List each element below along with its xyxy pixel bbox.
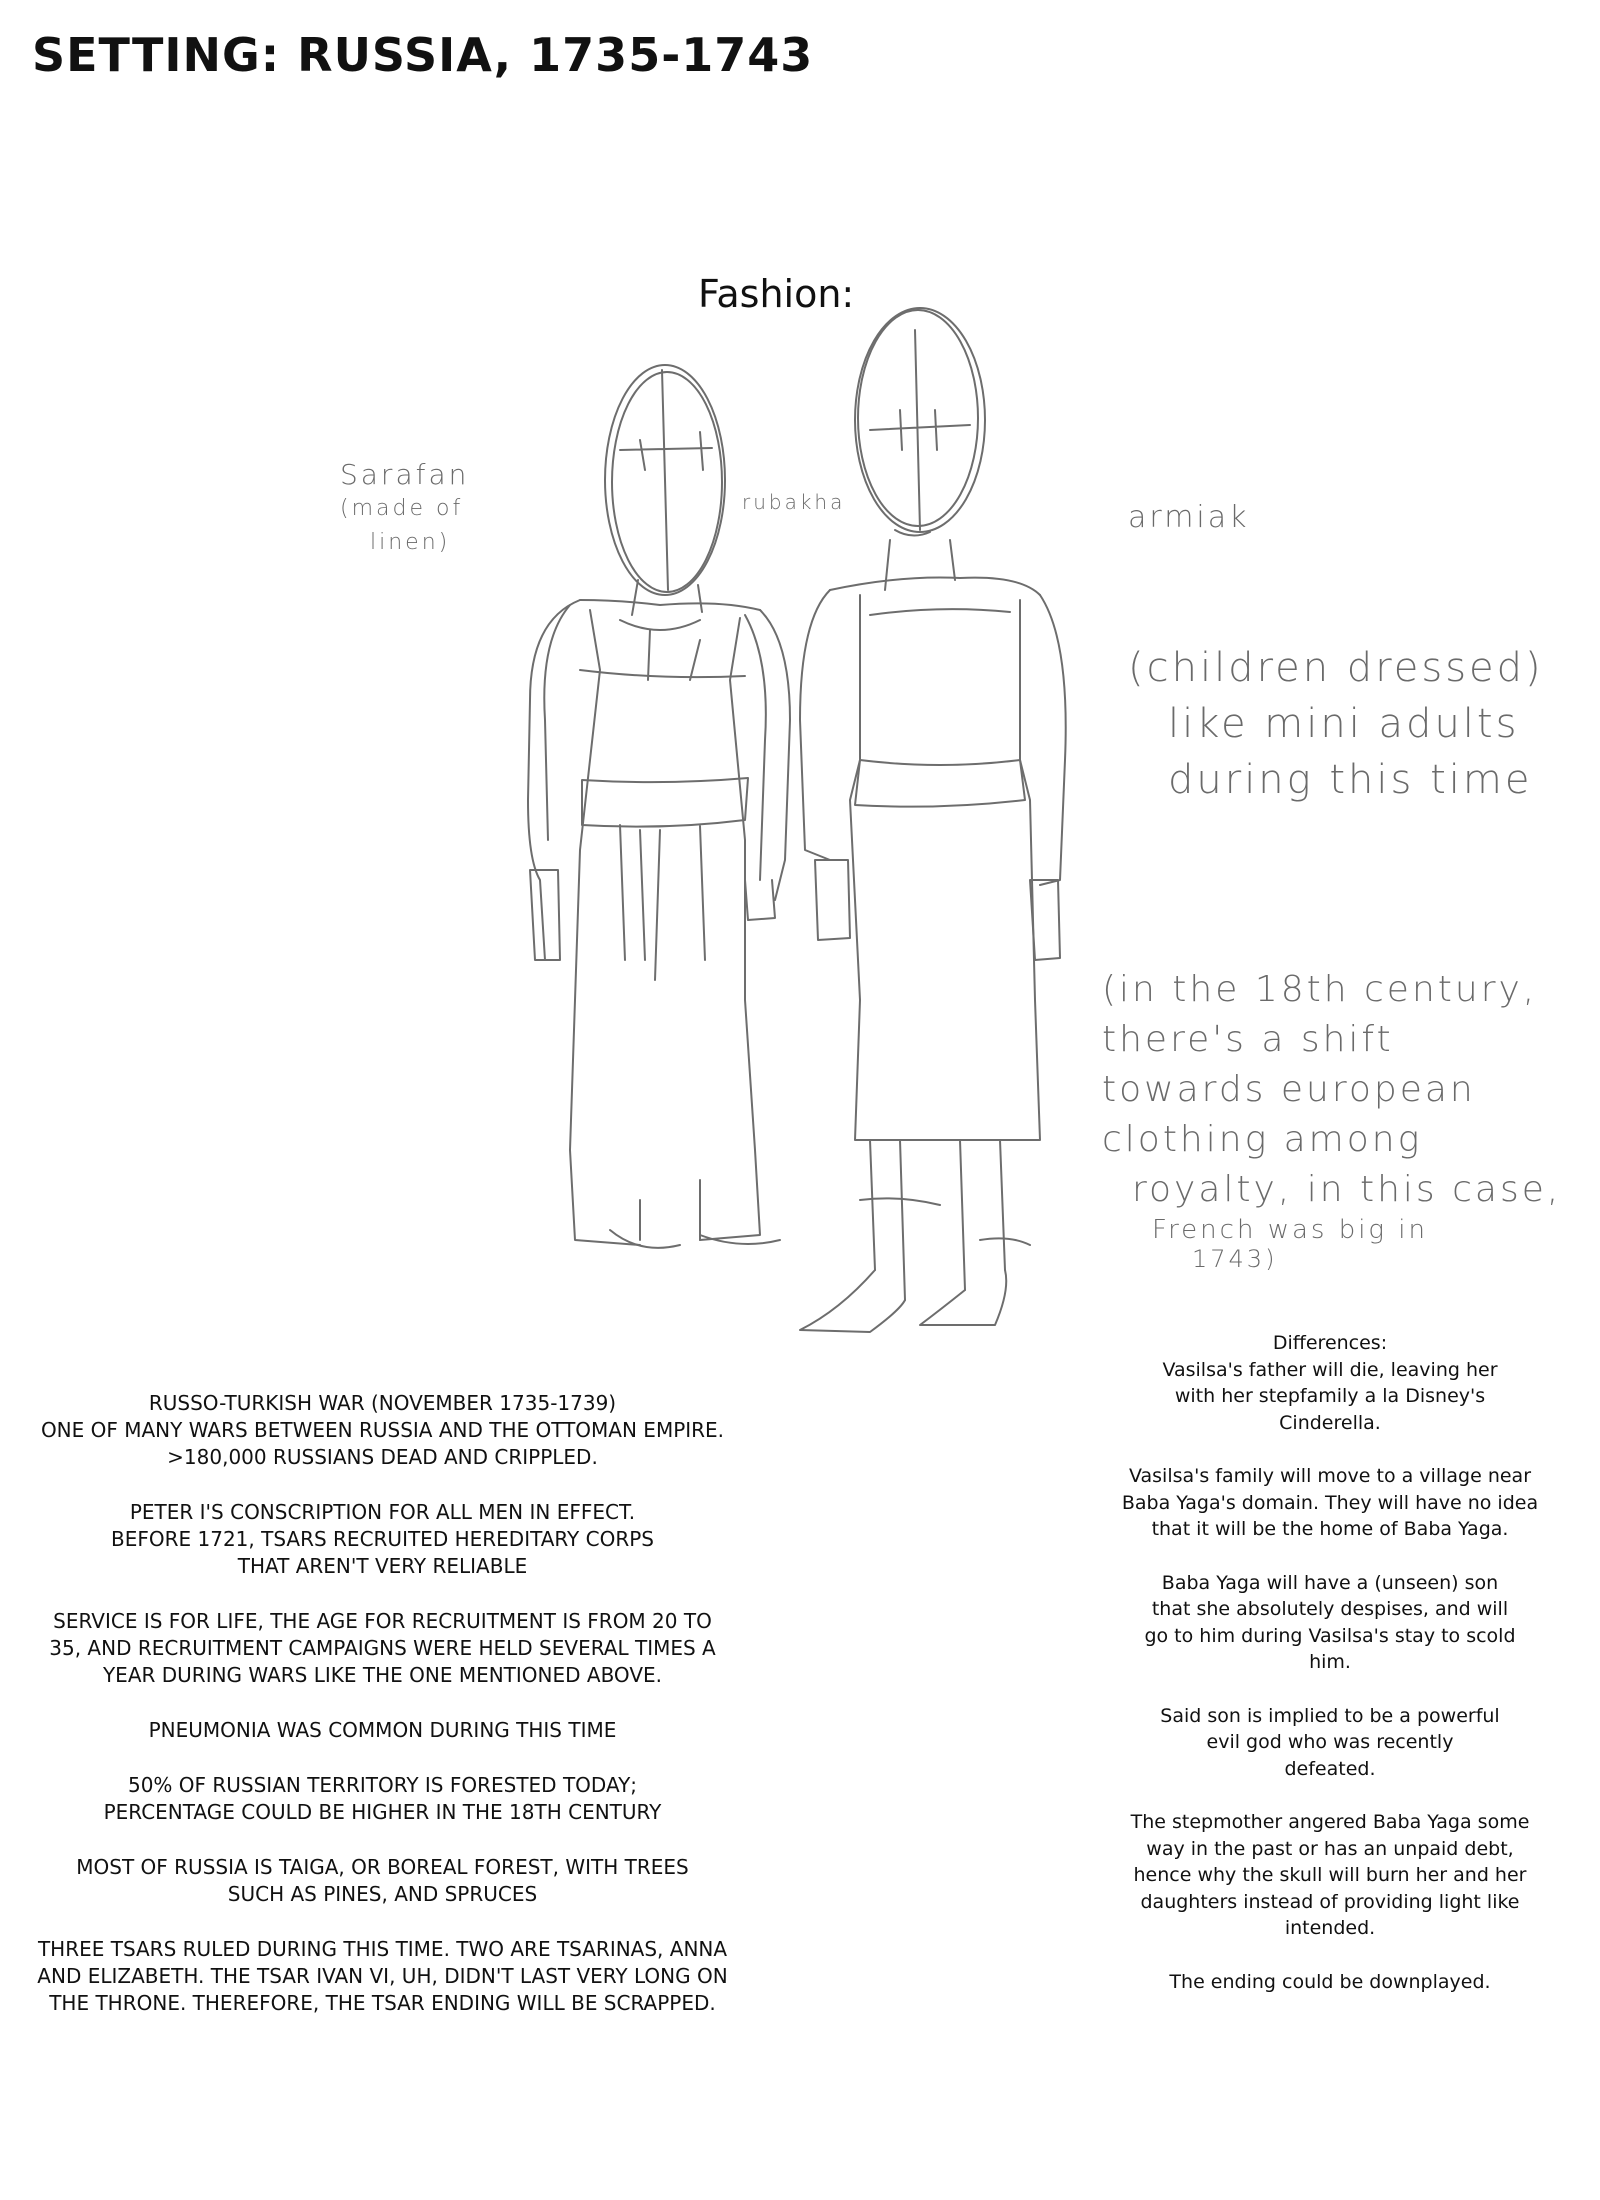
page-title: SETTING: RUSSIA, 1735-1743 (32, 28, 814, 82)
difference-item: Said son is implied to be a powerful evil god who was recently defeated. (1160, 1704, 1500, 1780)
history-note-taiga: MOST OF RUSSIA IS TAIGA, OR BOREAL FOREST, WITH TREES SUCH AS PINES, AND SPRUCES (76, 1855, 689, 1906)
note-18th-century: (in the 18th century, there's a shift towards european clothing among royalty, in this case, French was big in 1743) (1102, 969, 1562, 1273)
difference-item: The ending could be downplayed. (1169, 1970, 1491, 1993)
history-note-forest: 50% OF RUSSIAN TERRITORY IS FORESTED TODAY; PERCENTAGE COULD BE HIGHER IN THE 18TH CENTURY (103, 1773, 662, 1824)
history-note-war: RUSSO-TURKISH WAR (NOVEMBER 1735-1739) ONE OF MANY WARS BETWEEN RUSSIA AND THE OTTOMAN EMPIRE. >180,000 RUSSIANS DEAD AND CRIPPLED. (40, 1391, 725, 1469)
history-notes (20, 1390, 745, 2045)
differences-heading: Differences: (1272, 1332, 1388, 1354)
history-note-tsars: THREE TSARS RULED DURING THIS TIME. TWO ARE TSARINAS, ANNA AND ELIZABETH. THE TSAR IVAN VI, UH, DIDN'T LAST VERY LONG ON THE THRONE. THEREFORE, THE TSAR ENDING WILL BE SCRAPPED. (37, 1937, 728, 2015)
difference-item: The stepmother angered Baba Yaga some way in the past or has an unpaid debt, hence why the skull will burn her and her daughters instead of providing light like intended. (1130, 1811, 1530, 1939)
fashion-heading: Fashion: (698, 272, 855, 316)
note-armiak: armiak (1128, 500, 1250, 535)
history-note-service: SERVICE IS FOR LIFE, THE AGE FOR RECRUITMENT IS FROM 20 TO 35, AND RECRUITMENT CAMPAIGNS WERE HELD SEVERAL TIMES A YEAR DURING WARS LIKE THE ONE MENTIONED ABOVE. (49, 1609, 716, 1687)
difference-item: Vasilsa's father will die, leaving her with her stepfamily a la Disney's Cinderella. (1162, 1358, 1498, 1434)
right-figure-sketch (800, 308, 1066, 1332)
history-note-pneumonia: PNEUMONIA WAS COMMON DURING THIS TIME (148, 1718, 617, 1742)
difference-item: Baba Yaga will have a (unseen) son that she absolutely despises, and will go to him during Vasilsa's stay to scold him. (1144, 1571, 1516, 1673)
differences-notes (1120, 1330, 1540, 2022)
note-sarafan: Sarafan (made of linen) (340, 458, 470, 555)
note-children: (children dressed) like mini adults during this time (1128, 645, 1544, 803)
note-rubakha: rubakha (742, 490, 846, 514)
difference-item: Vasilsa's family will move to a village near Baba Yaga's domain. They will have no idea that it will be the home of Baba Yaga. (1121, 1465, 1539, 1540)
history-note-conscription: PETER I'S CONSCRIPTION FOR ALL MEN IN EFFECT. BEFORE 1721, TSARS RECRUITED HEREDITARY CORPS THAT AREN'T VERY RELIABLE (111, 1500, 654, 1578)
